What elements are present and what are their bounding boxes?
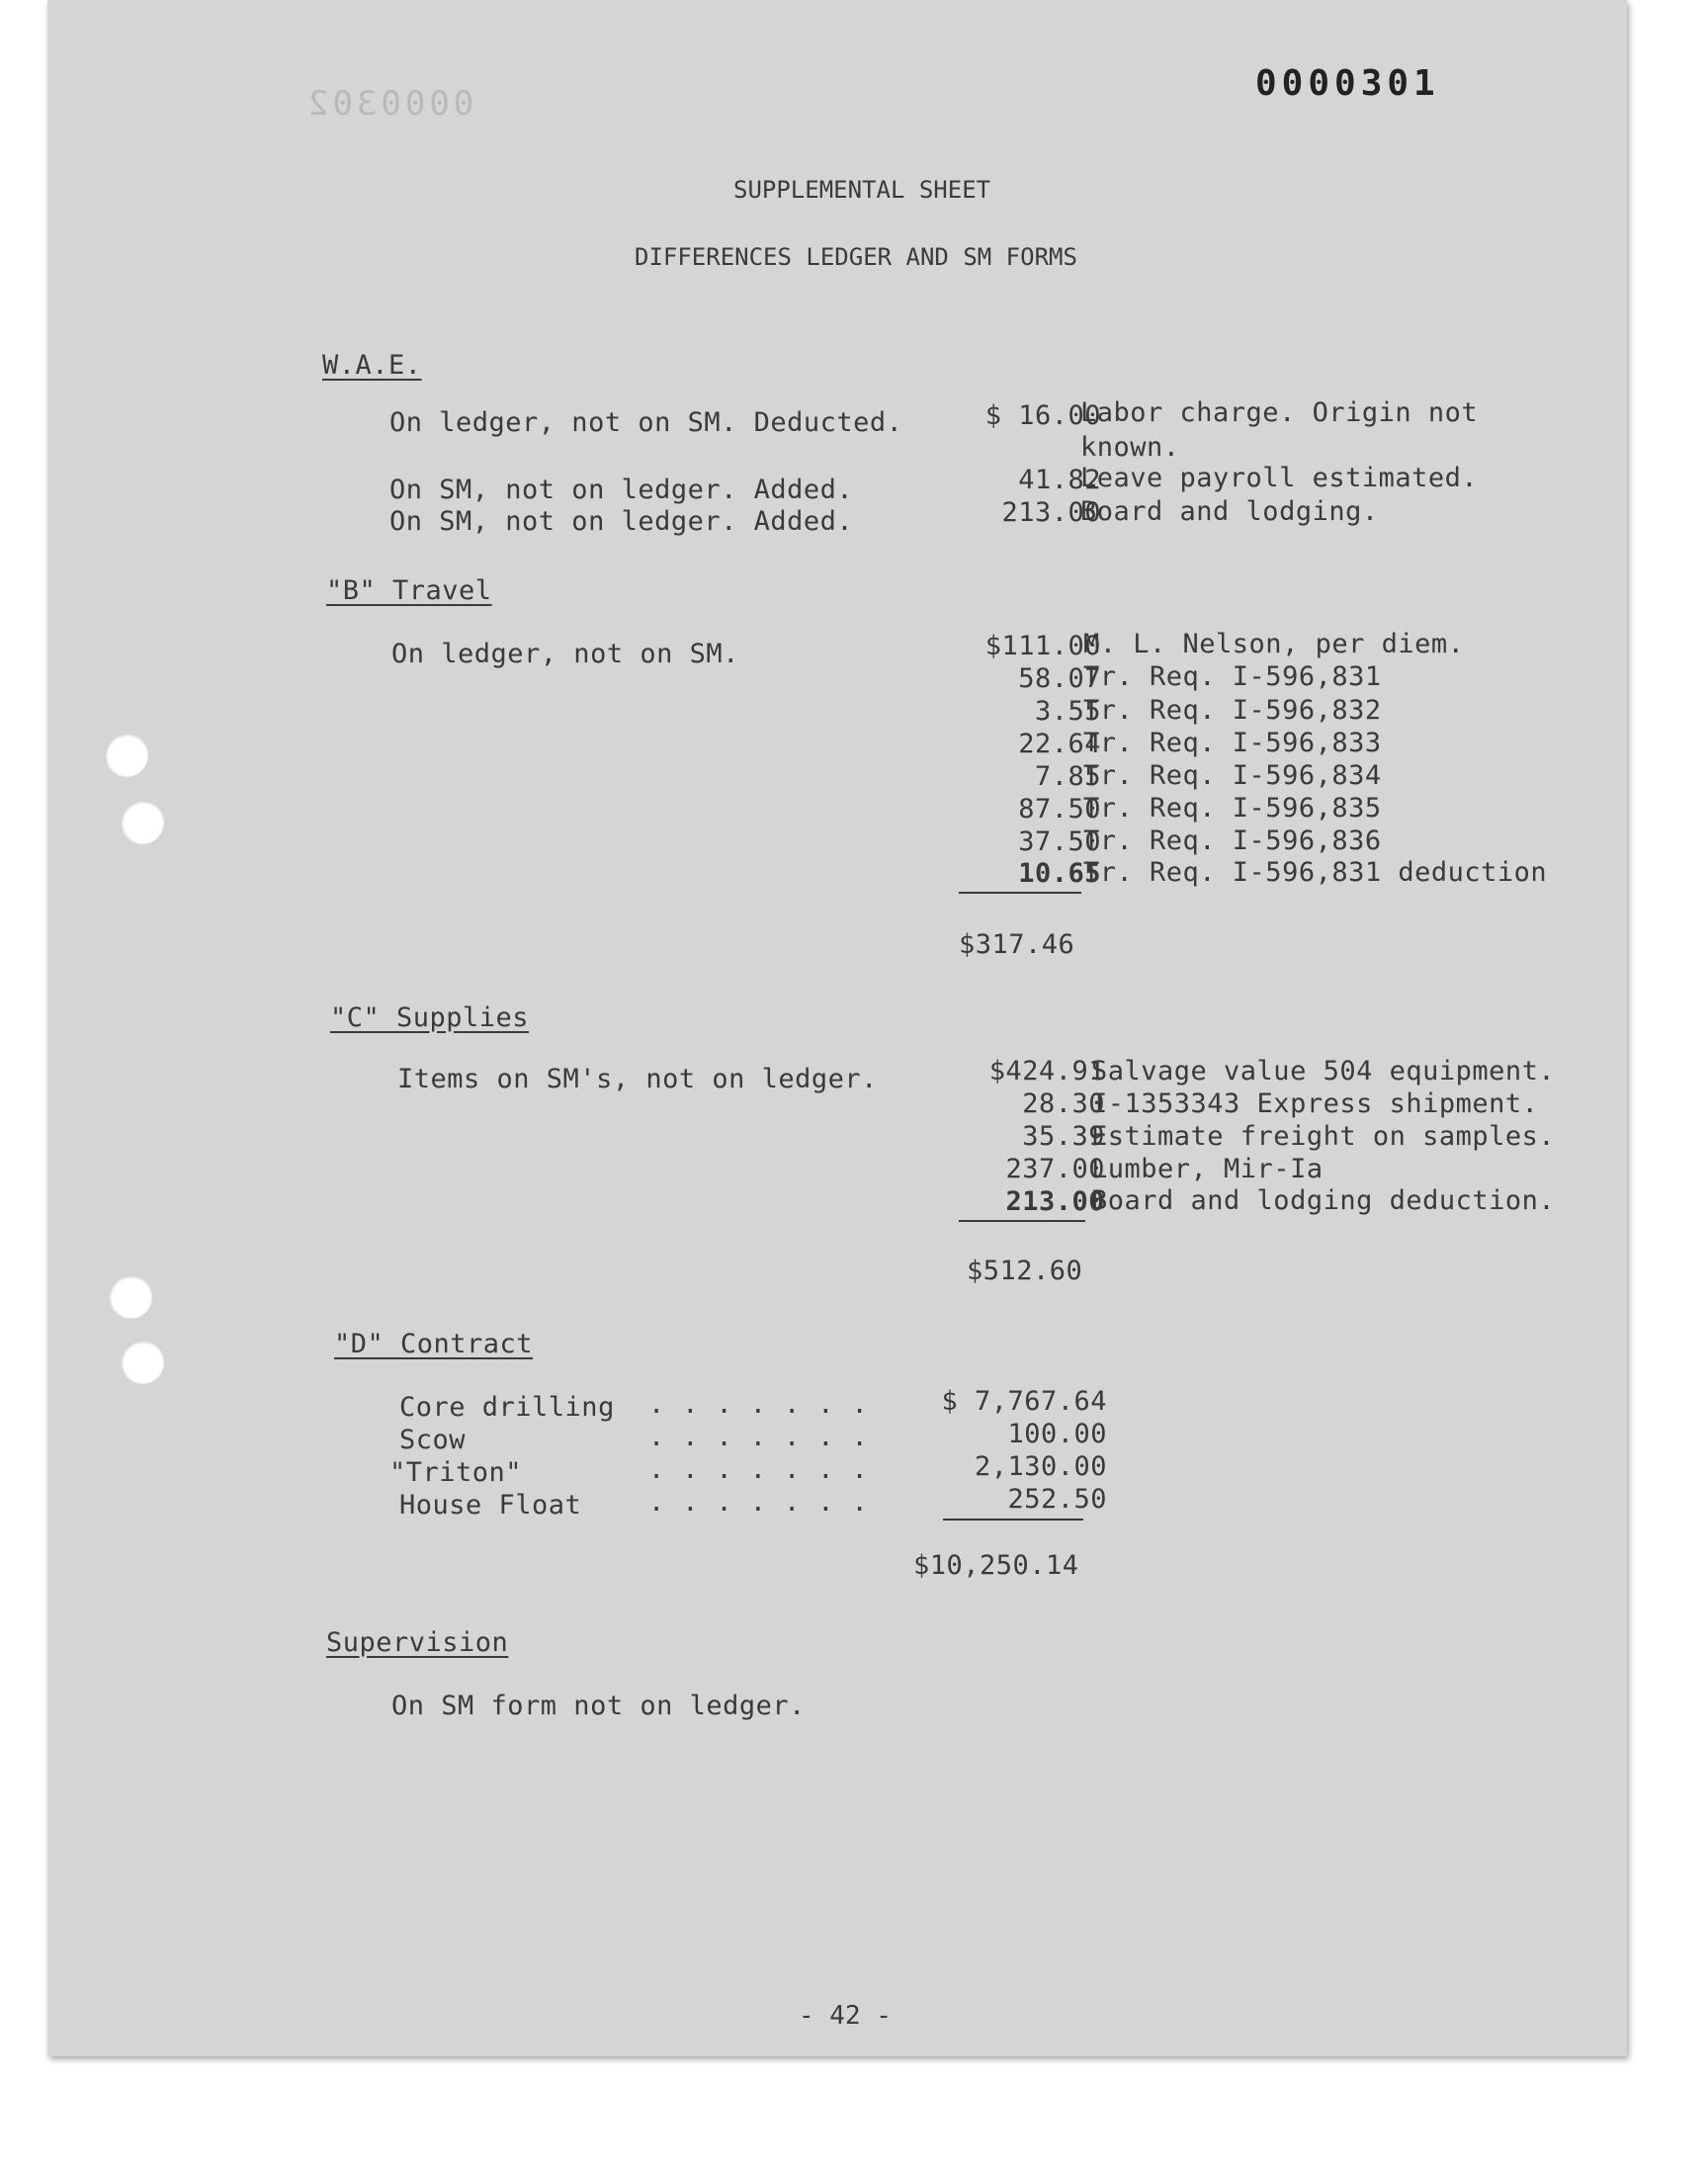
- contract-item-label: House Float: [399, 1490, 582, 1521]
- bleed-through-number: 0000302: [304, 84, 474, 124]
- sum-rule: [959, 892, 1081, 894]
- contract-item-amount: $ 7,767.64: [941, 1386, 1107, 1417]
- wae-row-description: Labor charge. Origin not: [1080, 397, 1479, 428]
- travel-description: Tr. Req. I-596,834: [1083, 760, 1382, 791]
- travel-amount: $111.00: [984, 631, 1101, 661]
- leader-dots: .......: [648, 1454, 886, 1485]
- section-heading-contract: "D" Contract: [334, 1329, 534, 1359]
- wae-row-label: On ledger, not on SM. Deducted.: [389, 407, 903, 438]
- contract-total: $10,250.14: [913, 1550, 1079, 1581]
- travel-amount: 37.50: [1018, 826, 1101, 857]
- supplies-description: Estimate freight on samples.: [1091, 1121, 1556, 1152]
- contract-item-label: Scow: [399, 1425, 467, 1455]
- page-subtitle: DIFFERENCES LEDGER AND SM FORMS: [635, 243, 1077, 271]
- supplies-total: $512.60: [967, 1256, 1083, 1286]
- punch-hole: [121, 801, 164, 844]
- travel-amount: 3.55: [1034, 696, 1101, 727]
- page-title: SUPPLEMENTAL SHEET: [733, 176, 991, 204]
- travel-description: Tr. Req. I-596,831 deduction: [1083, 857, 1548, 888]
- contract-item-label: "Triton": [389, 1457, 523, 1488]
- wae-row-description: Board and lodging.: [1080, 496, 1379, 527]
- supervision-label: On SM form not on ledger.: [391, 1691, 806, 1721]
- punch-hole: [105, 734, 148, 777]
- travel-description: Tr. Req. I-596,835: [1083, 793, 1382, 824]
- travel-description: Tr. Req. I-596,832: [1083, 695, 1382, 726]
- wae-row-amount: 41.82: [1018, 465, 1101, 495]
- wae-row-amount: 213.00: [1001, 497, 1101, 528]
- supplies-amount: 28.30: [1022, 1088, 1105, 1119]
- leader-dots: .......: [648, 1389, 886, 1420]
- document-number: 0000301: [1255, 63, 1440, 104]
- travel-description: M. L. Nelson, per diem.: [1083, 629, 1465, 659]
- supplies-description: Board and lodging deduction.: [1091, 1185, 1556, 1216]
- supplies-amount: 213.00: [1005, 1186, 1105, 1217]
- supplies-amount: 237.00: [1005, 1154, 1105, 1184]
- page-number: - 42 -: [799, 2001, 892, 2031]
- supplies-description: Salvage value 504 equipment.: [1091, 1056, 1556, 1087]
- wae-row-label: On SM, not on ledger. Added.: [389, 475, 854, 505]
- contract-item-amount: 100.00: [1007, 1419, 1107, 1449]
- supplies-description: Lumber, Mir-Ia: [1091, 1154, 1324, 1184]
- section-heading-travel: "B" Travel: [326, 575, 492, 606]
- contract-item-amount: 2,130.00: [974, 1451, 1107, 1482]
- supplies-amount: $424.91: [988, 1056, 1105, 1087]
- wae-row-label: On SM, not on ledger. Added.: [389, 506, 854, 537]
- travel-amount: 87.50: [1018, 794, 1101, 825]
- travel-amount: 7.85: [1034, 761, 1101, 792]
- travel-amount: 22.64: [1018, 729, 1101, 759]
- wae-row-amount: $ 16.00: [984, 400, 1101, 431]
- travel-description: Tr. Req. I-596,831: [1083, 661, 1382, 692]
- supplies-description: I-1353343 Express shipment.: [1091, 1088, 1539, 1119]
- wae-row-description: Leave payroll estimated.: [1080, 463, 1479, 493]
- punch-hole: [121, 1341, 164, 1384]
- section-heading-supervision: Supervision: [326, 1627, 509, 1658]
- travel-description: Tr. Req. I-596,836: [1083, 826, 1382, 856]
- contract-item-amount: 252.50: [1007, 1484, 1107, 1515]
- punch-hole: [109, 1275, 152, 1319]
- sum-rule: [943, 1519, 1083, 1521]
- section-heading-wae: W.A.E.: [322, 350, 422, 381]
- wae-row-description-cont: known.: [1080, 432, 1180, 463]
- travel-amount: 58.07: [1018, 663, 1101, 694]
- travel-amount: 10.65: [1018, 858, 1101, 889]
- leader-dots: .......: [648, 1422, 886, 1452]
- contract-item-label: Core drilling: [399, 1392, 615, 1423]
- travel-label: On ledger, not on SM.: [391, 639, 739, 669]
- travel-total: $317.46: [959, 929, 1075, 960]
- travel-description: Tr. Req. I-596,833: [1083, 728, 1382, 758]
- section-heading-supplies: "C" Supplies: [330, 1002, 530, 1033]
- sum-rule: [959, 1220, 1085, 1222]
- supplies-label: Items on SM's, not on ledger.: [397, 1064, 878, 1094]
- leader-dots: .......: [648, 1487, 886, 1518]
- document-page: [47, 0, 1627, 2056]
- supplies-amount: 35.39: [1022, 1121, 1105, 1152]
